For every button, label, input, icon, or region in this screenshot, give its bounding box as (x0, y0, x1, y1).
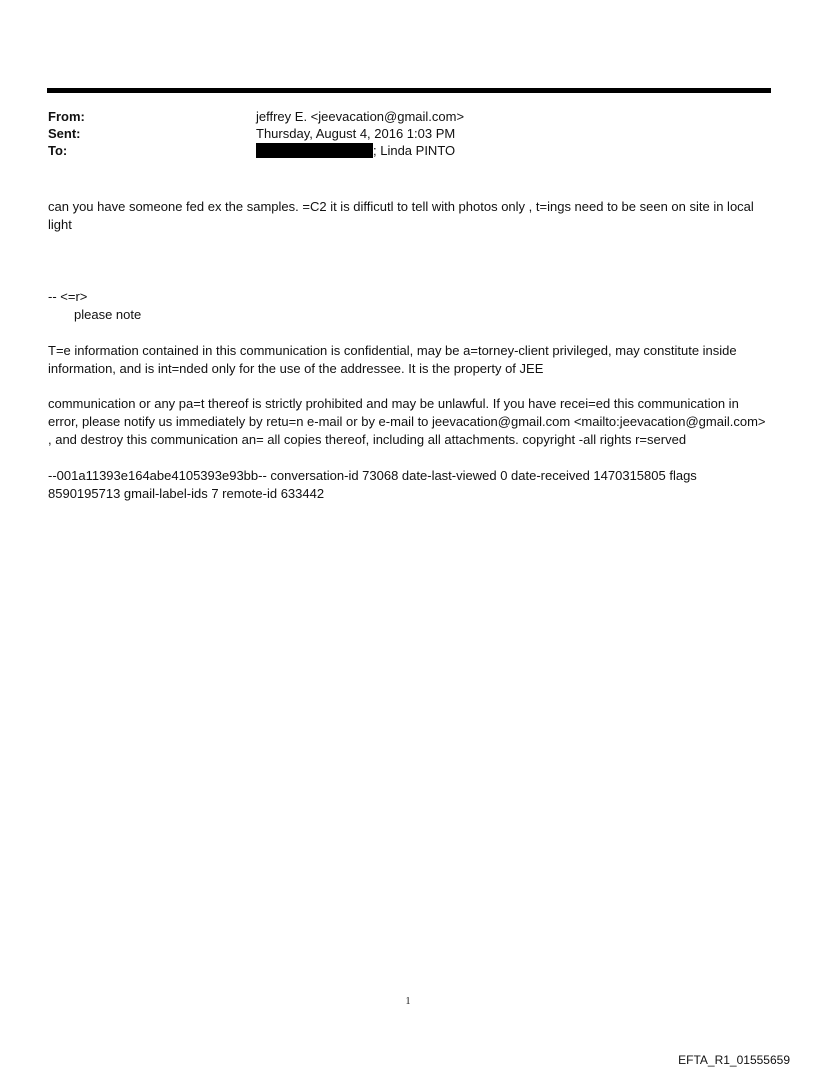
disclaimer-paragraph-1: T=e information contained in this communication is confidential, may be a=torney-client privileged, may constitute inside information, and is int=nded only for the use of the addressee. It is the property of JEE (48, 343, 737, 376)
sent-value: Thursday, August 4, 2016 1:03 PM (256, 126, 456, 141)
redaction-block (256, 143, 373, 158)
signature-marker: -- <=r> (48, 289, 88, 304)
spacer (48, 449, 768, 467)
message-text: can you have someone fed ex the samples. =C2 it is difficutl to tell with photos only , t=ings need to be seen on site in local light (48, 199, 754, 232)
to-value-wrapper (256, 142, 455, 159)
to-row (48, 142, 768, 159)
signature-note: please note (74, 307, 142, 322)
spacer (48, 234, 768, 288)
sent-label: Sent: (48, 126, 81, 141)
from-label: From: (48, 109, 85, 124)
to-value: ; Linda PINTO (373, 143, 456, 158)
disclaimer-paragraph-2: communication or any pa=t thereof is strictly prohibited and may be unlawful. If you have recei=ed this communication in error, please notify us immediately by retu=n e-mail or by e-mail to jeevacation@gmail.com <mailto:jeevacation@gmail.com> , and destroy this communication an= all copies thereof, including all attachments. copyright -all rights r=served (48, 396, 766, 447)
spacer (48, 324, 768, 342)
sent-row (48, 125, 768, 142)
spacer (48, 378, 768, 395)
to-label: To: (48, 143, 68, 158)
document-id: EFTA_R1_01555659 (678, 1053, 790, 1067)
from-value: jeffrey E. <jeevacation@gmail.com> (256, 109, 465, 124)
metadata-text: --001a11393e164abe4105393e93bb-- conversation-id 73068 date-last-viewed 0 date-received 1470315805 flags 8590195713 gmail-label-ids 7 remote-id 633442 (48, 468, 697, 501)
email-body (48, 198, 768, 503)
page-number: 1 (405, 996, 411, 1007)
email-header (48, 108, 768, 159)
from-row (48, 108, 768, 125)
header-rule (47, 88, 771, 93)
